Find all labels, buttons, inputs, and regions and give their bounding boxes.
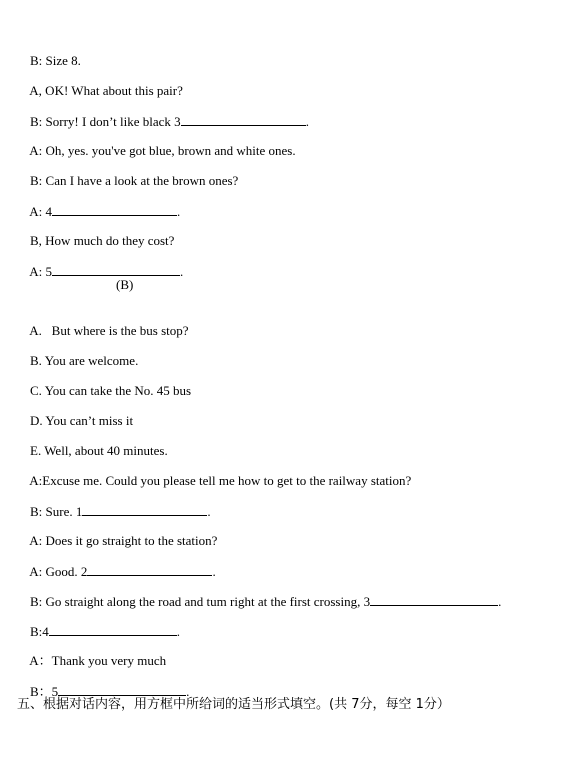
dialogue-suffix: . xyxy=(176,624,181,639)
section-b-label: (B) xyxy=(116,277,134,292)
dialogue-text: A, OK! What about this pair? xyxy=(29,83,183,98)
dialogue-text: B: Can I have a look at the brown ones? xyxy=(30,173,239,188)
dialogue-suffix: . xyxy=(305,114,309,129)
dialogue-text: A: 4 xyxy=(29,204,53,219)
dialogue-text: A: Oh, yes. you've got blue, brown and white ones. xyxy=(29,143,296,158)
section-five-heading: 五、根据对话内容，用方框中所给词的适当形式填空。(共 7分，每空 1分） xyxy=(17,697,450,712)
dialogue-suffix: . xyxy=(177,204,181,219)
option-text: B. You are welcome. xyxy=(30,353,139,368)
option-text: D. You can’t miss it xyxy=(30,413,134,428)
dialogue-text: B:4 xyxy=(30,624,49,639)
option-text: A. But where is the bus stop? xyxy=(29,323,189,338)
answer-blank[interactable] xyxy=(370,593,498,606)
dialogue-text: A: Good. 2 xyxy=(29,564,88,579)
answer-blank[interactable] xyxy=(49,623,177,636)
answer-blank[interactable] xyxy=(82,503,207,516)
dialogue-text: B: Sorry! I don’t like black 3 xyxy=(30,114,181,129)
answer-blank[interactable] xyxy=(52,263,180,276)
dialogue-text: A: Does it go straight to the station? xyxy=(29,533,218,548)
dialogue-text: A:Excuse me. Could you please tell me how to get to the railway station? xyxy=(29,473,412,488)
dialogue-text: B: Go straight along the road and tum right at the first crossing, 3 xyxy=(30,594,371,609)
dialogue-suffix: . xyxy=(498,594,502,609)
dialogue-suffix: . xyxy=(207,504,211,519)
answer-blank[interactable] xyxy=(58,683,186,696)
dialogue-suffix: . xyxy=(186,684,190,699)
dialogue-line xyxy=(17,247,183,296)
dialogue-suffix: . xyxy=(212,564,216,579)
dialogue-text: B：5 xyxy=(30,684,59,699)
dialogue-text: B: Sure. 1 xyxy=(30,504,83,519)
dialogue-text: A: 5 xyxy=(29,264,53,279)
option-text: C. You can take the No. 45 bus xyxy=(30,383,192,398)
dialogue-text: B: Size 8. xyxy=(30,53,81,68)
option-text: E. Well, about 40 minutes. xyxy=(30,443,168,458)
dialogue-text: B, How much do they cost? xyxy=(30,233,175,248)
dialogue-suffix: . xyxy=(180,264,184,279)
dialogue-text: A：Thank you very much xyxy=(29,653,167,668)
answer-blank[interactable] xyxy=(87,563,212,576)
answer-blank[interactable] xyxy=(52,203,177,216)
answer-blank[interactable] xyxy=(181,113,306,126)
